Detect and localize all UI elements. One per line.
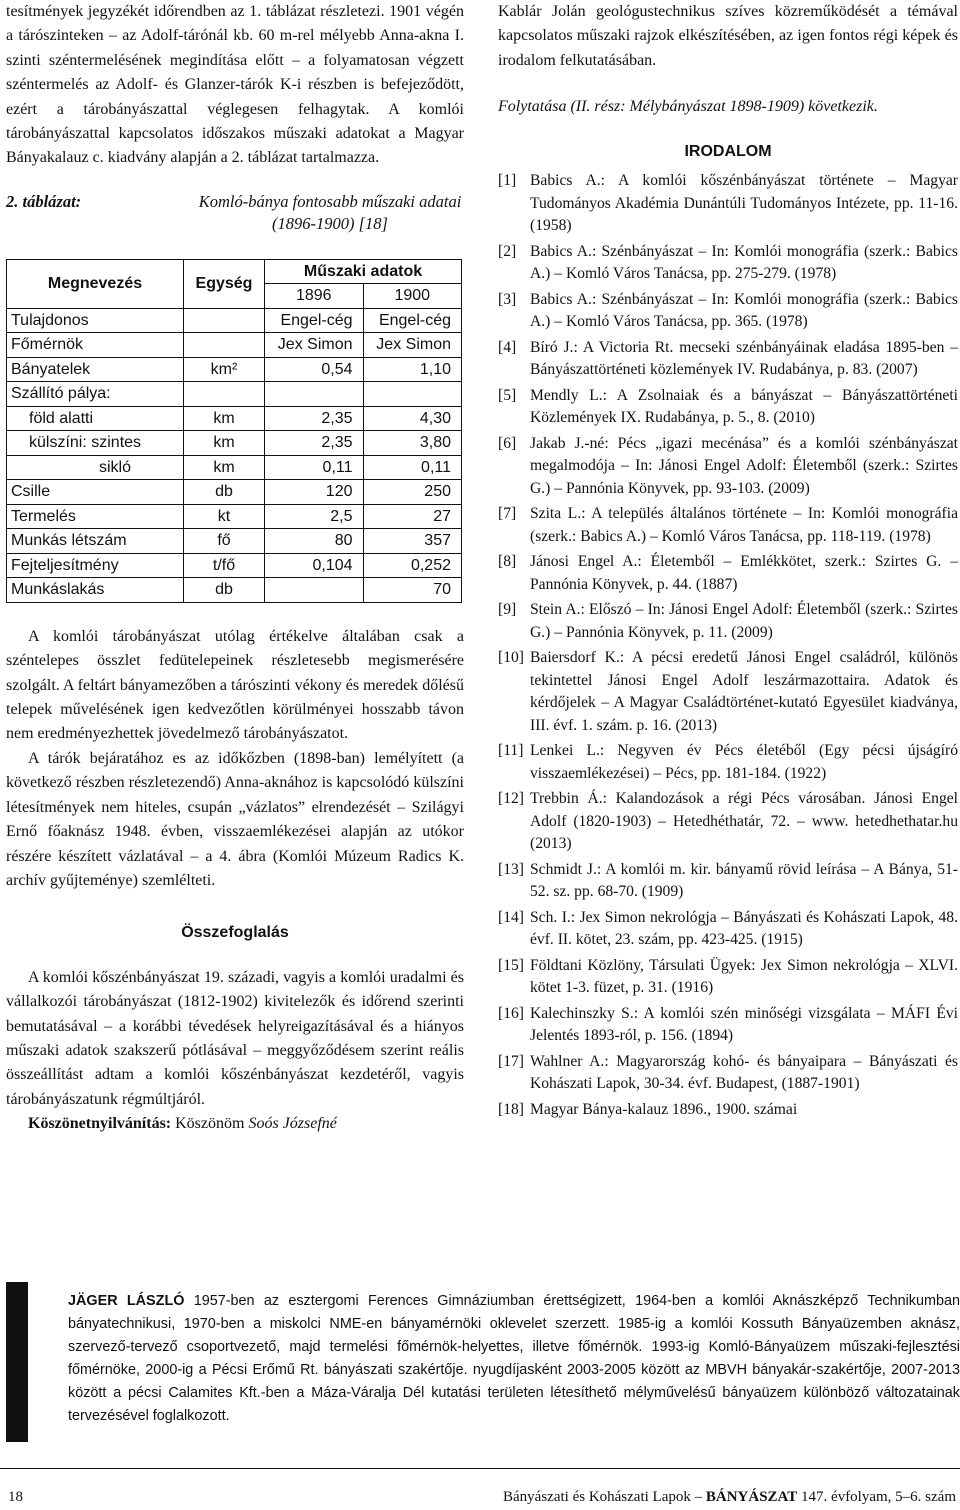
reference-number: [13]: [498, 860, 524, 878]
row-value-1900: 70: [363, 578, 462, 603]
reference-text: Kalechinszky S.: A komlói szén minőségi vizsgálata – MÁFI Évi Jelentés 1893-ról, p. 156. (1894): [530, 1004, 958, 1045]
row-value-1900: 0,11: [363, 455, 462, 480]
reference-text: Lenkei L.: Negyven év Pécs életéből (Egy pécsi újságíró visszaemlékezései) – Pécs, pp. 181-184. (1922): [530, 742, 958, 782]
row-unit: fő: [184, 529, 265, 554]
row-name: Tulajdonos: [7, 308, 184, 333]
acknowledgement-name: Soós Józsefné: [248, 1115, 337, 1133]
header-group: Műszaki adatok: [265, 259, 462, 284]
references-title: IRODALOM: [684, 142, 772, 160]
row-value-1900: 3,80: [363, 431, 462, 456]
row-value-1900: 250: [363, 480, 462, 505]
reference-text: Baiersdorf K.: A pécsi eredetű Jánosi Engel családról, különös tekintettel Jánosi Engel Adolf leszármazottaira. Adatok és kérdőjelek – A Magyar Családtörténet-kutató Egyesület kiadványa, III. évf. 1. szám. p. 16. (2013): [530, 649, 958, 734]
reference-item: [498, 385, 958, 430]
reference-number: [1]: [498, 172, 517, 190]
table-row: [7, 553, 462, 578]
row-value-1896: [265, 578, 364, 603]
row-name: sikló: [7, 455, 184, 480]
reference-text: Szita L.: A település általános története – In: Komlói monográfia (szerk.: Babics A.) – Komló Város Tanácsa, pp. 118-119. (1978): [530, 505, 958, 545]
row-unit: km: [184, 431, 265, 456]
reference-item: [498, 907, 958, 952]
row-name: Bányatelek: [7, 357, 184, 382]
reference-item: [498, 955, 958, 1000]
author-bio: [6, 1282, 960, 1442]
row-name: Főmérnök: [7, 333, 184, 358]
row-value-1900: 27: [363, 504, 462, 529]
reference-item: [498, 599, 958, 644]
journal-suffix: 147. évfolyam, 5–6. szám: [797, 1489, 956, 1505]
row-unit: km: [184, 406, 265, 431]
table-row: [7, 333, 462, 358]
table-row: [7, 431, 462, 456]
reference-number: [12]: [498, 790, 524, 808]
reference-item: [498, 1099, 958, 1122]
table-row: [7, 578, 462, 603]
acknowledgement-text: Köszönöm: [171, 1115, 249, 1133]
row-name: Termelés: [7, 504, 184, 529]
row-unit: kt: [184, 504, 265, 529]
row-unit: db: [184, 480, 265, 505]
reference-item: [498, 788, 958, 856]
bio-text: 1957-ben az esztergomi Ferences Gimnáziumban érettségizett, 1964-ben a komlói Aknászképző Technikumban bányatechnikusi, 1970-ben a miskolci NME-en bányamérnöki oklevelet szerzett. 1985-ig a komlói Kossuth Bányaüzemben aknász, szervező-tervező csoportvezető, majd termelési főmérnök-helyettes, illetve főmérnök. 1993-ig Komló-Bányaüzem műszaki-fejlesztési főmérnöke, 2000-ig a Pécsi Erőmű Rt. bányászati szakértője. nyugdíjasként 2003-2005 között az MBVH bányakár-szakértője, 2007-2013 között a pécsi Calamites Kft.-ben a Máza-Váralja Dél kutatási területen létesíthető mélyművelésű bányaüzem különböző változatainak tervezésével foglalkozott.: [68, 1293, 960, 1424]
reference-number: [16]: [498, 1004, 524, 1022]
header-unit: Egység: [184, 259, 265, 308]
row-value-1896: 0,11: [265, 455, 364, 480]
reference-item: [498, 859, 958, 904]
reference-text: Jánosi Engel A.: Életemből – Emlékkötet, szerk.: Szirtes G. – Pannónia Könyvek, p. 44. (1887): [530, 553, 958, 593]
reference-number: [17]: [498, 1052, 524, 1070]
summary-paragraph: A komlói kőszénbányászat 19. századi, vagyis a komlói uradalmi és vállalkozói tárobányászat (1812-1902) kivitelezők és időrend szerinti bemutatásával – a korábbi tévedések helyreigazításával és a hiányos műszaki adatok szakszerű pótlásával – meggyőződésem szerint reális összeállítást adtam a komlói kőszénbányászat kezdetéről, vagyis tárobányászatunk régmúltjáról.: [6, 968, 464, 1108]
table-row: [7, 455, 462, 480]
row-unit: km²: [184, 357, 265, 382]
row-name: föld alatti: [7, 406, 184, 431]
reference-text: Trebbin Á.: Kalandozások a régi Pécs városában. Jánosi Engel Adolf (1820-1903) – Hetedhéthatár, 72. – www. hetedhethatar.hu (2013): [530, 790, 958, 853]
reference-number: [9]: [498, 601, 517, 619]
reference-item: [498, 241, 958, 286]
row-value-1896: 0,104: [265, 553, 364, 578]
reference-item: [498, 289, 958, 334]
row-name: Csille: [7, 480, 184, 505]
reference-number: [14]: [498, 908, 524, 926]
row-unit: [184, 308, 265, 333]
table-row: [7, 308, 462, 333]
row-value-1900: 357: [363, 529, 462, 554]
row-value-1900: [363, 382, 462, 407]
reference-list: [498, 170, 958, 1121]
section-title-summary: Összefoglalás: [181, 924, 289, 942]
row-unit: [184, 382, 265, 407]
technical-data-table: [6, 259, 462, 603]
acknowledgement-paragraph: [6, 1112, 464, 1136]
row-unit: db: [184, 578, 265, 603]
reference-number: [15]: [498, 956, 524, 974]
row-value-1896: Jex Simon: [265, 333, 364, 358]
journal-prefix: Bányászati és Kohászati Lapok –: [503, 1489, 706, 1505]
bio-text-block: [68, 1290, 960, 1428]
reference-item: [498, 170, 958, 238]
row-name: Szállító pálya:: [7, 382, 184, 407]
reference-number: [6]: [498, 434, 517, 452]
reference-item: [498, 1051, 958, 1096]
acknowledgement-continuation: Kablár Jolán geológustechnikus szíves közreműködését a témával kapcsolatos műszaki rajzok elkészítésében, az igen fontos régi képek és irodalom felkutatásában.: [498, 3, 958, 69]
bio-author-name: JÄGER LÁSZLÓ: [68, 1293, 185, 1309]
row-value-1896: 2,5: [265, 504, 364, 529]
evaluation-paragraph: A komlói tárobányászat utólag értékelve általában csak a széntelepes összlet fedütelepeinek részletesebb megismerésére szolgált. A feltárt bányamezőben a tárószinti vékony és meredek dőlésű telepek művelésének igen kedvezőtlen körülményei hosszabb távon nem eredményezhettek jövedelmező tárobányászatot.: [6, 627, 464, 743]
reference-text: Wahlner A.: Magyarország kohó- és bányaipara – Bányászati és Kohászati Lapok, 30-34. évf. Budapest, (1887-1901): [530, 1052, 958, 1093]
row-unit: km: [184, 455, 265, 480]
row-value-1900: 1,10: [363, 357, 462, 382]
header-year-1: 1896: [265, 284, 364, 309]
reference-text: Stein A.: Előszó – In: Jánosi Engel Adolf: Életemből (szerk.: Szirtes G.) – Pannónia Könyvek, p. 11. (2009): [530, 601, 958, 641]
left-column: [6, 0, 464, 1137]
reference-number: [7]: [498, 505, 517, 523]
acknowledgement-label: Köszönetnyilvánítás:: [28, 1115, 172, 1133]
table-row: [7, 406, 462, 431]
right-column: [498, 0, 958, 1121]
row-name: külszíni: szintes: [7, 431, 184, 456]
row-unit: [184, 333, 265, 358]
row-value-1896: 80: [265, 529, 364, 554]
reference-number: [11]: [498, 742, 524, 760]
page-number: 18: [8, 1489, 23, 1505]
reference-number: [8]: [498, 553, 517, 571]
row-value-1900: Jex Simon: [363, 333, 462, 358]
reference-item: [498, 740, 958, 785]
row-value-1896: [265, 382, 364, 407]
table-row: [7, 529, 462, 554]
reference-number: [5]: [498, 386, 517, 404]
reference-text: Jakab J.-né: Pécs „igazi mecénása” és a komlói szénbányászat megalmodója – In: Jánosi Engel Adolf: Életemből (szerk.: Szirtes G.) – Pannónia Könyvek, pp. 93-103. (2009): [530, 434, 958, 497]
row-value-1896: 0,54: [265, 357, 364, 382]
reference-item: [498, 647, 958, 737]
reference-item: [498, 337, 958, 382]
reference-text: Schmidt J.: A komlói m. kir. bányamű rövid leírása – A Bánya, 51-52. sz. pp. 68-70. (1909): [530, 860, 958, 901]
row-name: Fejteljesítmény: [7, 553, 184, 578]
bio-side-bar: [6, 1282, 28, 1442]
reference-number: [4]: [498, 338, 517, 356]
row-value-1896: Engel-cég: [265, 308, 364, 333]
reference-text: Babics A.: Szénbányászat – In: Komlói monográfia (szerk.: Babics A.) – Komló Város Tanácsa, pp. 365. (1978): [530, 290, 958, 331]
table-row: [7, 382, 462, 407]
reference-item: [498, 433, 958, 501]
page-footer: [0, 1468, 960, 1510]
surface-facilities-paragraph: A tárók bejáratához es az időkőzben (1898-ban) lemélyített (a következő részben részletezendő) Anna-aknához is kapcsolódó külszíni létesítmények nem hiteles, csupán „vázlatos” elrendezését – Szilágyi Ernő főaknász 1948. évben, visszaemlékezései alapján az utókor részére készített vázlatával – a 4. ábra (Komlói Múzeum Radics K. archív gyűjteménye) szemlélteti.: [6, 749, 464, 889]
reference-item: [498, 1003, 958, 1048]
table-caption-title: Komló-bánya fontosabb műszaki adatai (1896-1900) [18]: [198, 191, 462, 233]
reference-text: Bíró J.: A Victoria Rt. mecseki szénbányáinak eladása 1895-ben – Bányászattörténeti közlemények IV. Rudabánya, p. 83. (2007): [530, 338, 958, 379]
reference-item: [498, 503, 958, 548]
intro-paragraph: tesítmények jegyzékét időrendben az 1. táblázat részletezi. 1901 végén a tárószinteken – az Adolf-tárónál kb. 60 m-rel mélyebb Anna-akna I. szinti széntermelésének megindítása előtt – a folyamatosan végzett széntermelés az Adolf- és Glanzer-tárók K-i részben is befejeződött, ezért a tárobányászattal véglegesen felhagytak. A komlói tárobányászattal kapcsolatos időszakos műszaki adatokat a Magyar Bányakalauz c. kiadvány alapján a 2. táblázat tartalmazza.: [6, 3, 464, 167]
reference-text: Babics A.: A komlói kőszénbányászat története – Magyar Tudományos Akadémia Dunántúli Tudományos Intézete, pp. 11-16. (1958): [530, 172, 958, 235]
continued-note: Folytatása (II. rész: Mélybányászat 1898-1909) következik.: [498, 98, 878, 116]
reference-number: [10]: [498, 649, 524, 667]
table-row: [7, 504, 462, 529]
reference-text: Babics A.: Szénbányászat – In: Komlói monográfia (szerk.: Babics A.) – Komló Város Tanácsa, pp. 275-279. (1978): [530, 242, 958, 283]
journal-info: [503, 1489, 956, 1506]
reference-item: [498, 551, 958, 596]
table-caption: [6, 191, 464, 235]
row-value-1900: Engel-cég: [363, 308, 462, 333]
reference-number: [3]: [498, 290, 517, 308]
reference-text: Földtani Közlöny, Társulati Ügyek: Jex Simon nekrológja – XLVI. kötet 1-3. füzet, p. 31. (1916): [530, 956, 958, 997]
reference-text: Sch. I.: Jex Simon nekrológja – Bányászati és Kohászati Lapok, 48. évf. II. kötet, 23. szám, pp. 423-425. (1915): [530, 908, 958, 949]
table-row: [7, 357, 462, 382]
row-name: Munkás létszám: [7, 529, 184, 554]
table-row: [7, 480, 462, 505]
row-value-1900: 0,252: [363, 553, 462, 578]
row-value-1896: 2,35: [265, 431, 364, 456]
reference-number: [2]: [498, 242, 517, 260]
table-caption-number: 2. táblázat:: [6, 191, 82, 211]
row-unit: t/fő: [184, 553, 265, 578]
table-header-row: [7, 259, 462, 284]
row-name: Munkáslakás: [7, 578, 184, 603]
reference-text: Magyar Bánya-kalauz 1896., 1900. számai: [530, 1100, 798, 1118]
journal-name: BÁNYÁSZAT: [705, 1489, 798, 1505]
row-value-1896: 2,35: [265, 406, 364, 431]
header-year-2: 1900: [363, 284, 462, 309]
reference-text: Mendly L.: A Zsolnaiak és a bányászat – Bányászattörténeti Közlemények IX. Rudabánya, p. 5., 8. (2010): [530, 386, 958, 427]
reference-number: [18]: [498, 1100, 524, 1118]
row-value-1896: 120: [265, 480, 364, 505]
row-value-1900: 4,30: [363, 406, 462, 431]
header-name: Megnevezés: [7, 259, 184, 308]
